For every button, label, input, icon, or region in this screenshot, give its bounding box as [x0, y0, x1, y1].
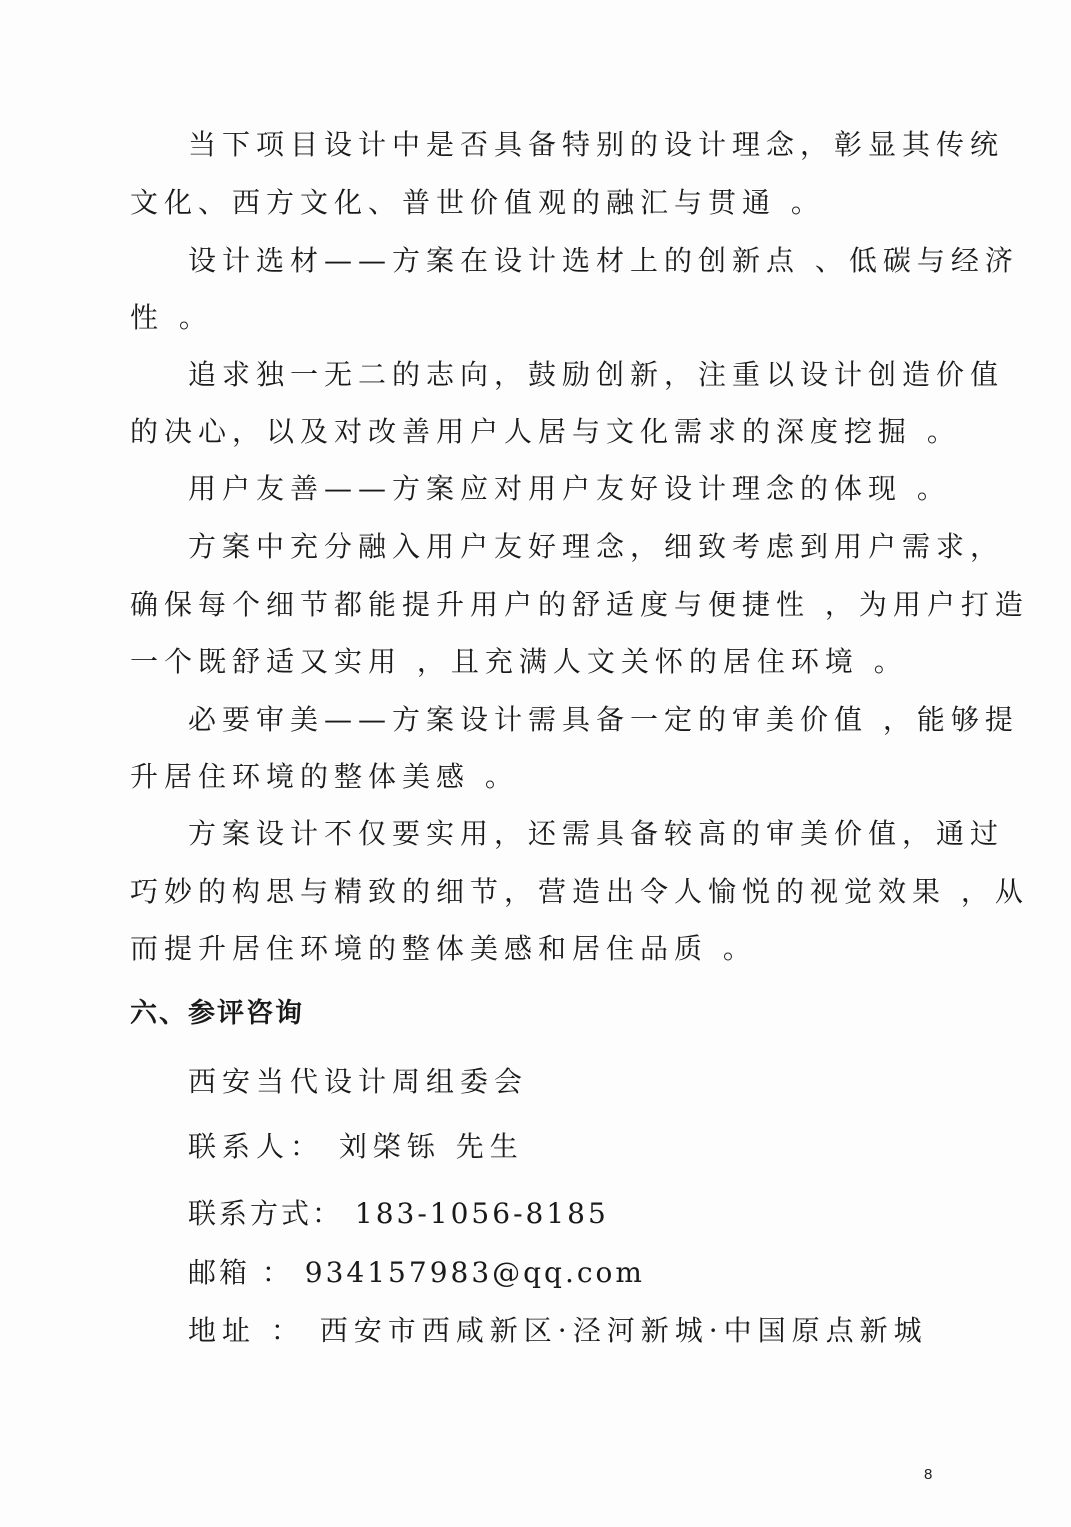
paragraph-6-line-1: 必要审美——方案设计需具备一定的审美价值 ，能够提	[188, 703, 1019, 736]
paragraph-5-line-3: 一个既舒适又实用 ，且充满人文关怀的居住环境 。	[130, 645, 908, 678]
paragraph-2-line-1: 设计选材——方案在设计选材上的创新点 、低碳与经济	[188, 244, 1019, 277]
paragraph-7-line-1: 方案设计不仅要实用，还需具备较高的审美价值，通过	[188, 817, 1005, 850]
paragraph-1-line-2: 文化、西方文化、普世价值观的融汇与贯通 。	[130, 186, 825, 219]
paragraph-7-line-2: 巧妙的构思与精致的细节，营造出令人愉悦的视觉效果 ，从	[130, 875, 1029, 908]
contact-email: 邮箱 ： 934157983@qq.com	[188, 1256, 645, 1289]
paragraph-5-line-1: 方案中充分融入用户友好理念，细致考虑到用户需求，	[188, 530, 1005, 563]
paragraph-1-line-1: 当下项目设计中是否具备特别的设计理念，彰显其传统	[188, 128, 1005, 161]
contact-address: 地址 ： 西安市西咸新区·泾河新城·中国原点新城	[188, 1314, 928, 1347]
paragraph-7-line-3: 而提升居住环境的整体美感和居住品质 。	[130, 932, 757, 965]
paragraph-3-line-1: 追求独一无二的志向，鼓励创新，注重以设计创造价值	[188, 358, 1005, 391]
paragraph-6-line-2: 升居住环境的整体美感 。	[130, 760, 519, 793]
paragraph-4-line-1: 用户友善——方案应对用户友好设计理念的体现 。	[188, 472, 951, 505]
contact-phone: 联系方式： 183-1056-8185	[188, 1197, 609, 1230]
organizer-name: 西安当代设计周组委会	[188, 1065, 529, 1098]
paragraph-3-line-2: 的决心，以及对改善用户人居与文化需求的深度挖掘 。	[130, 415, 961, 448]
section-heading: 六、参评咨询	[130, 998, 304, 1029]
contact-person: 联系人： 刘棨铄 先生	[188, 1130, 524, 1163]
paragraph-2-line-2: 性 。	[130, 301, 213, 334]
page-number: 8	[924, 1466, 933, 1483]
paragraph-5-line-2: 确保每个细节都能提升用户的舒适度与便捷性 ，为用户打造	[130, 588, 1029, 621]
